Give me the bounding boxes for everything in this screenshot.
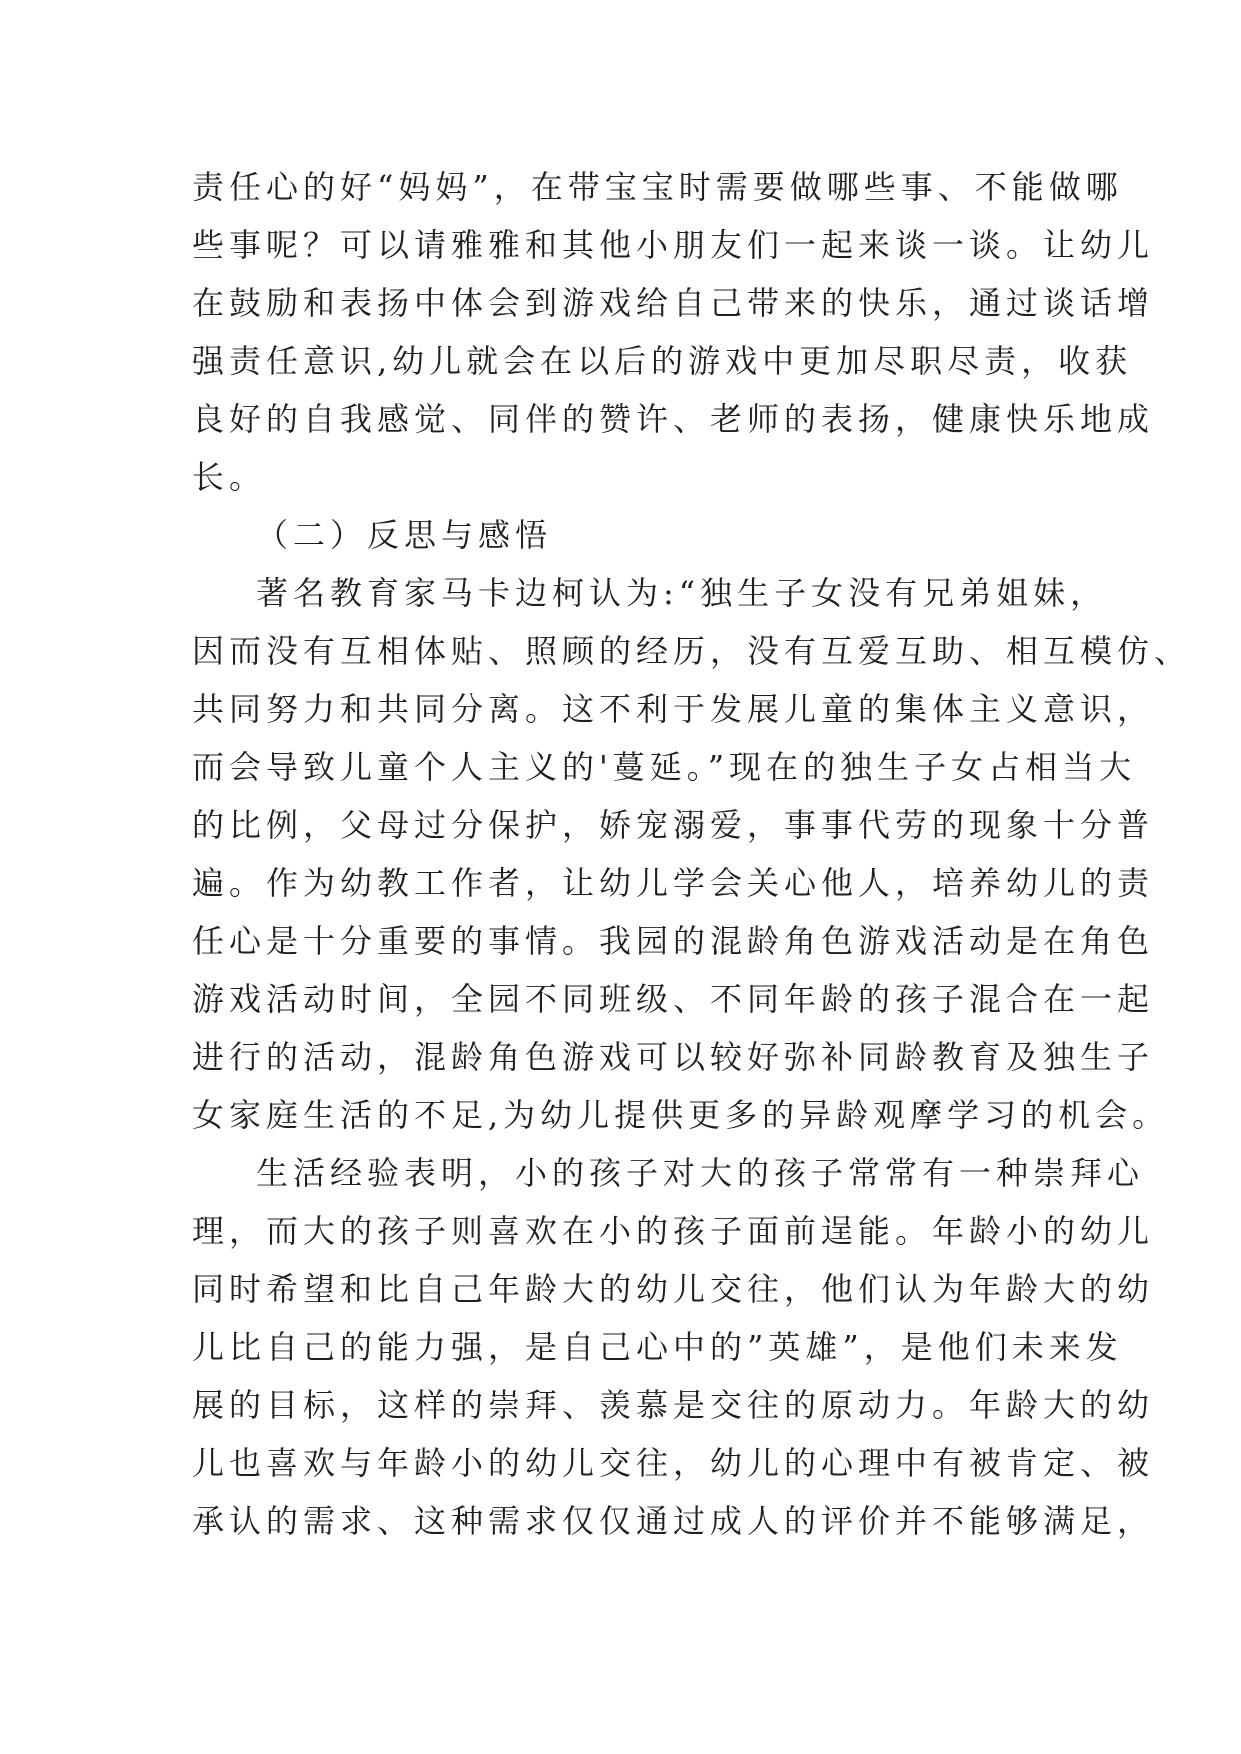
text-line: 任心是十分重要的事情。我园的混龄角色游戏活动是在角色	[192, 922, 1155, 960]
text-line: 而会导致儿童个人主义的'蔓延。”现在的独生子女占相当大	[192, 748, 1137, 786]
text-line: 因而没有互相体贴、照顾的经历，没有互爱互助、相互模仿、	[192, 632, 1192, 670]
text-line: 著名教育家马卡边柯认为:“独生子女没有兄弟姐妹，	[256, 574, 1108, 612]
heading-reflection: （二）反思与感悟	[256, 516, 553, 554]
paragraph-life-experience	[192, 1144, 1155, 1550]
text-line: 长。	[192, 458, 267, 496]
text-line: 理，而大的孩子则喜欢在小的孩子面前逞能。年龄小的幼儿	[192, 1212, 1155, 1250]
section-heading	[192, 506, 1052, 564]
text-line: 强责任意识,幼儿就会在以后的游戏中更加尽职尽责，收获	[192, 342, 1133, 380]
text-line: 共同努力和共同分离。这不利于发展儿童的集体主义意识，	[192, 690, 1155, 728]
text-line: 进行的活动，混龄角色游戏可以较好弥补同龄教育及独生子	[192, 1038, 1155, 1076]
text-line: 些事呢？可以请雅雅和其他小朋友们一起来谈一谈。让幼儿	[192, 226, 1155, 264]
text-line: 同时希望和比自己年龄大的幼儿交往，他们认为年龄大的幼	[192, 1270, 1155, 1308]
text-line: 生活经验表明，小的孩子对大的孩子常常有一种崇拜心	[256, 1154, 1145, 1192]
text-line: 展的目标，这样的崇拜、羡慕是交往的原动力。年龄大的幼	[192, 1386, 1155, 1424]
paragraph-responsibility-talk	[192, 158, 1155, 506]
text-line: 责任心的好“妈妈”，在带宝宝时需要做哪些事、不能做哪	[192, 168, 1123, 206]
text-line: 儿比自己的能力强，是自己心中的”英雄”，是他们未来发	[192, 1328, 1123, 1366]
text-line: 良好的自我感觉、同伴的赞许、老师的表扬，健康快乐地成	[192, 400, 1155, 438]
text-line: 的比例，父母过分保护，娇宠溺爱，事事代劳的现象十分普	[192, 806, 1155, 844]
text-line: 游戏活动时间，全园不同班级、不同年龄的孩子混合在一起	[192, 980, 1155, 1018]
text-line: 在鼓励和表扬中体会到游戏给自己带来的快乐，通过谈话增	[192, 284, 1155, 322]
text-line: 承认的需求、这种需求仅仅通过成人的评价并不能够满足，	[192, 1502, 1155, 1540]
text-line: 女家庭生活的不足,为幼儿提供更多的异龄观摩学习的机会。	[192, 1096, 1170, 1134]
body-text	[192, 158, 1192, 1550]
paragraph-makarenko-quote	[192, 564, 1192, 1144]
text-line: 遍。作为幼教工作者，让幼儿学会关心他人，培养幼儿的责	[192, 864, 1155, 902]
text-line: 儿也喜欢与年龄小的幼儿交往，幼儿的心理中有被肯定、被	[192, 1444, 1155, 1482]
